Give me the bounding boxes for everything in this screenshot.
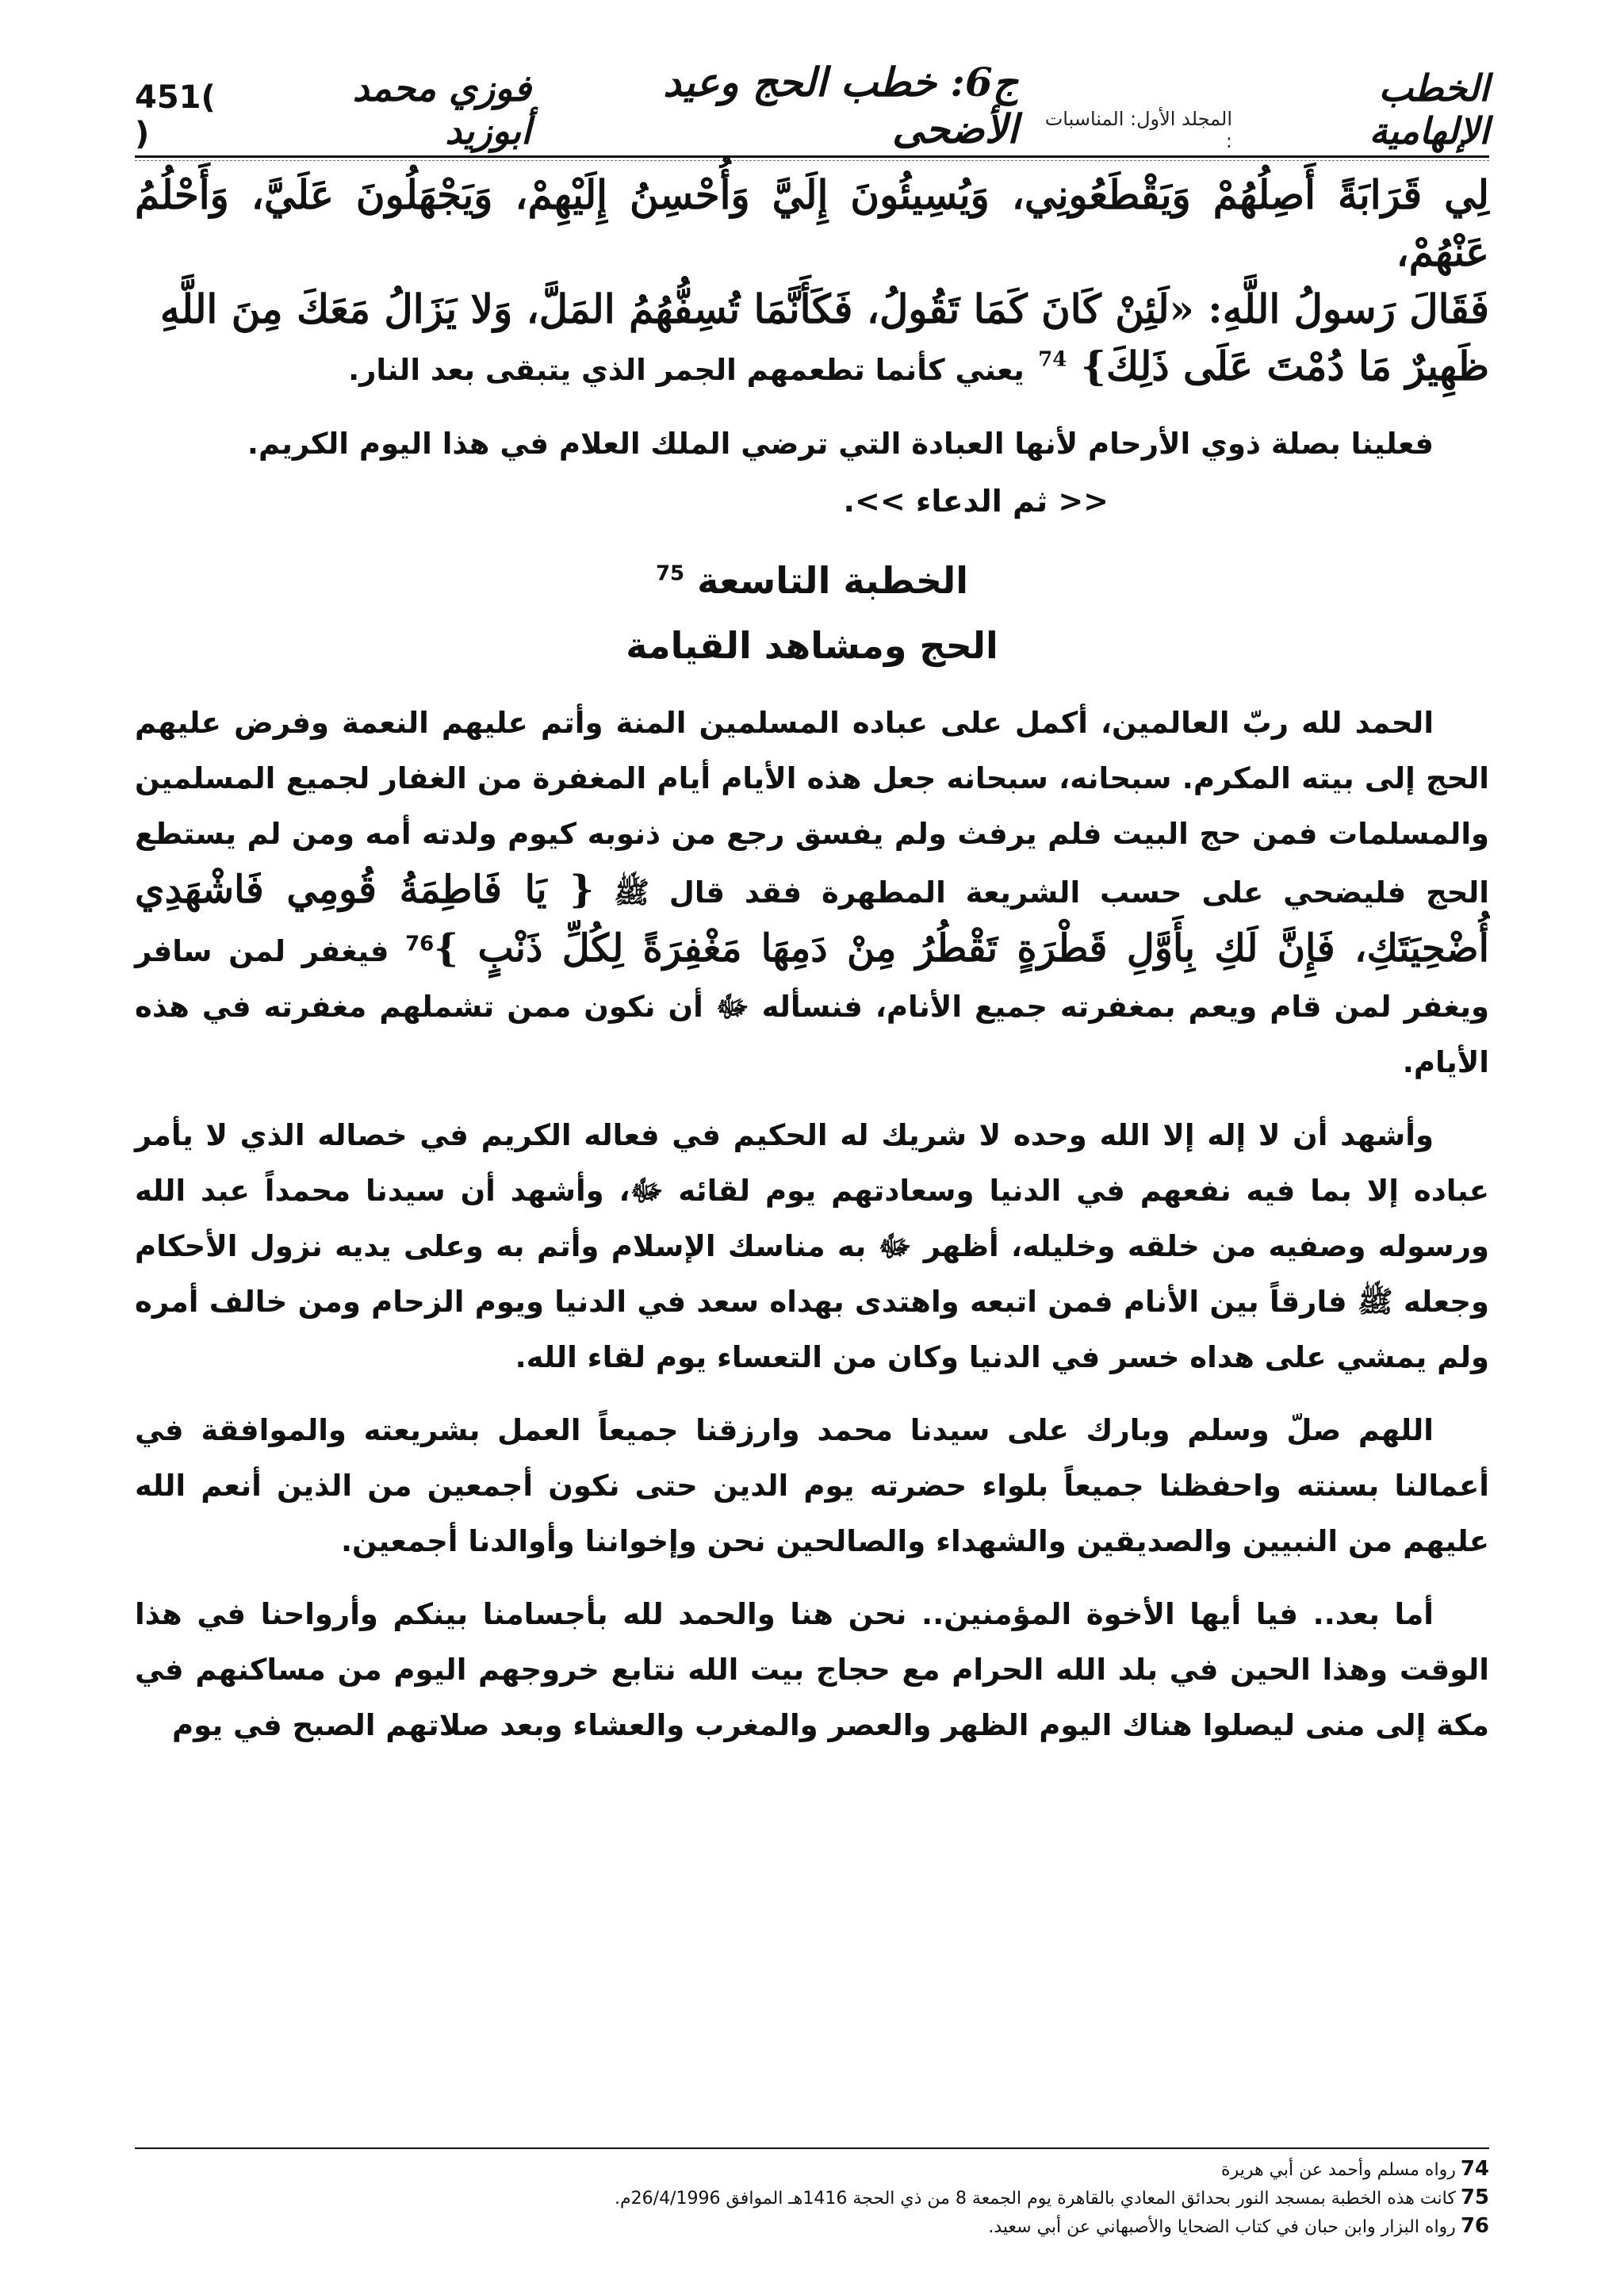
hadith-line: فَقَالَ رَسولُ اللَّهِ: «لَئِنْ كَانَ كَمَا تَقُولُ، فَكَأَنَّمَا تُسِفُّهُمُ المَلَّ، وَلا يَزَالُ مَعَكَ مِنَ اللَّهِ [159, 285, 1489, 332]
page-body [135, 167, 1489, 1753]
footnote-ref: 74 [1038, 347, 1067, 372]
explanation-text: يعني كأنما تطعمهم الجمر الذي يتبقى بعد النار. [348, 353, 1025, 387]
hadith-closing-text: ظَهِيرٌ مَا دُمْتَ عَلَى ذَلِكَ} [1080, 343, 1489, 389]
footnote-number: 74 [1460, 2157, 1489, 2181]
footnote-ref: 75 [655, 561, 685, 586]
footnote [135, 2184, 1489, 2212]
footnote-text: رواه مسلم وأحمد عن أبي هريرة [1221, 2160, 1456, 2180]
paragraph-praise [135, 695, 1489, 1090]
footnote-text: كانت هذه الخطبة بمسجد النور بحدائق المعادي بالقاهرة يوم الجمعة 8 من ذي الحجة 1416هـ الموافق 26/4/1996م. [615, 2189, 1456, 2209]
footnote-number: 76 [1460, 2214, 1489, 2238]
footnote-number: 75 [1460, 2186, 1489, 2209]
paragraph-text: فيغفر لمن سافر ويغفر لمن قام ويعم بمغفرته جميع الأنام، فنسأله ﷻ أن نكون ممن تشملهم مغفرته في هذه الأيام. [135, 934, 1489, 1079]
running-header [135, 59, 1489, 152]
footnote-ref: 76 [405, 932, 435, 956]
header-title-group [531, 59, 1489, 152]
paragraph-amma-bad: أما بعد.. فيا أيها الأخوة المؤمنين.. نحن هنا والحمد لله بأجسامنا بينكم وأرواحنا في هذا الوقت وهذا الحين في بلد الله الحرام مع حجاج بيت الله نتابع خروجهم اليوم من مساكنهم في مكة إلى منى ليصلوا هناك اليوم الظهر والعصر والمغرب والعشاء وبعد صلاتهم الصبح في يوم [135, 1597, 1489, 1742]
footnote [135, 2212, 1489, 2241]
footnote [135, 2155, 1489, 2184]
header-divider [135, 155, 1489, 158]
volume-label: المجلد الأول: المناسبات : [1044, 108, 1232, 152]
sermon-title [135, 548, 1489, 613]
paragraph-salawat: اللهم صلّ وسلم وبارك على سيدنا محمد وارزقنا جميعاً العمل بشريعته والموافقة في أعمالنا بسنته واحفظنا جميعاً بلواء حضرته يوم الدين حتى نكون أجمعين من الذين أنعم الله عليهم من النبيين والصديقين والشهداء والصالحين نحن وإخواننا وأوالدنا أجمعين. [135, 1413, 1489, 1558]
hadith-line: لِي قَرَابَةً أَصِلُهُمْ وَيَقْطَعُونِي، وَيُسِيئُونَ إِلَيَّ وَأُحْسِنُ إِلَيْهِمْ، وَيَجْهَلُونَ عَلَيَّ، وَأَحْلُمُ عَنْهُمْ، [135, 171, 1489, 275]
hadith-line-end [135, 338, 1489, 399]
closing-line: فعلينا بصلة ذوي الأرحام لأنها العبادة التي ترضي الملك العلام في هذا اليوم الكريم. [247, 427, 1434, 461]
page-number: 451( ) [135, 79, 216, 152]
footnote-text: رواه البزار وابن حبان في كتاب الضحايا والأصبهاني عن أبي سعيد. [988, 2217, 1456, 2237]
paragraph-shahada: وأشهد أن لا إله إلا الله وحده لا شريك له الحكيم في فعاله الكريم في خصاله الذي لا يأمر عباده إلا بما فيه نفعهم في الدنيا وسعادتهم يوم لقائه ﷻ، وأشهد أن سيدنا محمداً عبد الله ورسوله وصفيه من خلقه وخليله، أظهر ﷻ به مناسك الإسلام وأتم به وعلى يديه نزول الأحكام وجعله ﷺ فارقاً بين الأنام فمن اتبعه واهتدى بهداه سعد في الدنيا ويوم الزحام ومن خالف أمره ولم يمشي على هداه خسر في الدنيا وكان من التعساء يوم لقاء الله. [135, 1118, 1489, 1374]
author-name: فوزي محمد أبوزيد [352, 67, 531, 152]
collection-title: الخطب الإلهامية [1369, 67, 1489, 152]
sermon-title-text: الخطبة التاسعة [697, 559, 969, 602]
footnote-divider [135, 2147, 1489, 2149]
header-divider-dashed [135, 160, 1489, 161]
part-title: ج6: خطب الحج وعيد الأضحى [663, 59, 1018, 152]
header-author-group [135, 67, 531, 152]
hadith-quote: { يَا فَاطِمَةُ قُومِي فَاشْهَدِي أُضْحِيَتَكِ، فَإِنَّ لَكِ بِأَوَّلِ قَطْرَةٍ تَقْطُرُ مِنْ دَمِهَا مَغْفِرَةً لِكُلِّ ذَنْبٍ } [135, 868, 1489, 971]
paragraph-text: الحمد لله ربّ العالمين، أكمل على عباده المسلمين المنة وأتم عليهم النعمة وفرض عليهم الحج إلى بيته المكرم. سبحانه، سبحانه جعل هذه الأيام أيام المغفرة من الغفار لجميع المسلمين والمسلمات فمن حج البيت فلم يرفث ولم يفسق رجع من ذنوبه كيوم ولدته أمه ومن لم يستطع الحج فليضحي على حسب الشريعة المطهرة فقد قال ﷺ [135, 706, 1489, 910]
sermon-subtitle: الحج ومشاهد القيامة [626, 624, 998, 667]
footnotes [135, 2155, 1489, 2241]
dua-marker: << ثم الدعاء >>. [843, 484, 1109, 519]
